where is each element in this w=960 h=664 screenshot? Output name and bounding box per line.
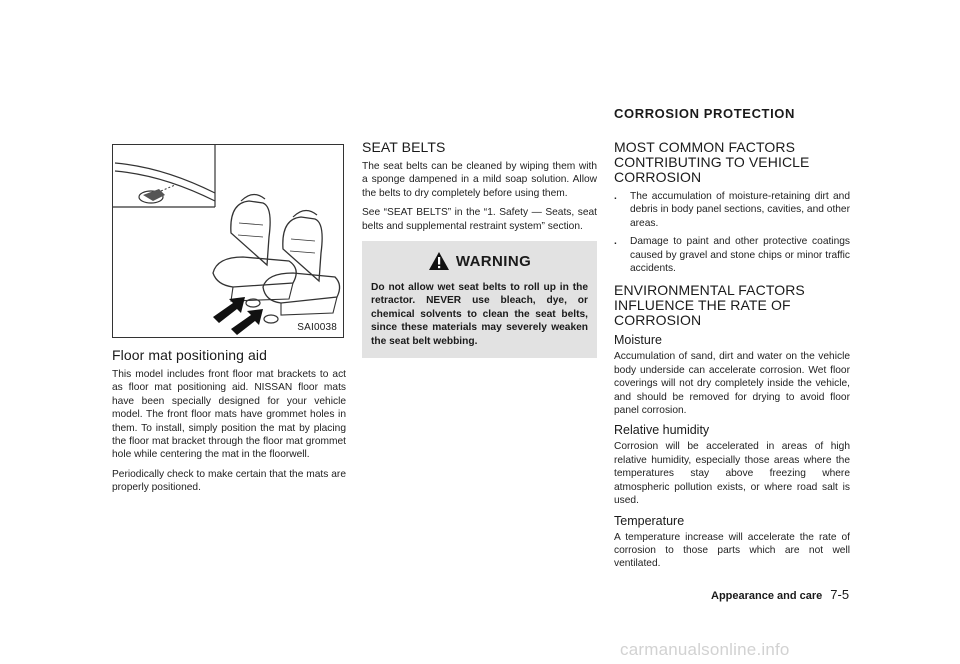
moisture-heading: Moisture xyxy=(614,333,662,348)
seat-belts-paragraph: See “SEAT BELTS” in the “1. Safety — Seats, seat belts and supplemental restraint system” section. xyxy=(362,207,597,232)
seats-diagram xyxy=(113,145,345,339)
floor-mat-illustration xyxy=(112,144,344,338)
floor-mat-paragraph: Periodically check to make certain that the mats are properly positioned. xyxy=(112,468,346,494)
temperature-heading: Temperature xyxy=(614,513,685,528)
bullet-mark: . xyxy=(614,191,617,202)
moisture-text: Accumulation of sand, dirt and water on the vehicle body underside can accelerate corrosion. Wet floor coverings will not dry completely inside the vehicle, and should be removed for drying to avoid floor panel corrosion. xyxy=(614,351,850,417)
warning-text: Do not allow wet seat belts to roll up in the retractor. NEVER use bleach, dye, or chemical solvents to clean the seat belts, since these materials may severely weaken the seat belt webbing. xyxy=(371,282,588,347)
watermark: carmanualsonline.info xyxy=(620,640,790,659)
seat-belts-heading: SEAT BELTS xyxy=(362,139,446,155)
list-item: . The accumulation of moisture-retaining dirt and debris in body panel sections, cavities, and other areas. xyxy=(614,191,850,229)
chapter-title: Appearance and care xyxy=(711,590,823,602)
figure-code: SAI0038 xyxy=(297,322,337,333)
humidity-text: Corrosion will be accelerated in areas of high relative humidity, especially those areas where the temperatures stay above freezing where atmospheric pollution exists, or where road salt is used. xyxy=(614,441,850,507)
page-number: 7-5 xyxy=(830,587,850,602)
section-title: CORROSION PROTECTION xyxy=(614,106,796,121)
warning-triangle-icon xyxy=(428,251,450,271)
warning-header xyxy=(371,249,588,281)
factors-heading: MOST COMMON FACTORS CONTRIBUTING TO VEHICLE CORROSION xyxy=(614,139,810,185)
seat-belts-paragraph: The seat belts can be cleaned by wiping them with a sponge dampened in a mild soap solution. Allow the belts to dry completely before using them. xyxy=(362,161,597,199)
page-footer xyxy=(711,587,849,602)
column-left xyxy=(112,144,346,501)
list-item: . Damage to paint and other protective coatings caused by gravel and stone chips or minor traffic accidents. xyxy=(614,236,850,275)
environment-heading: ENVIRONMENTAL FACTORS INFLUENCE THE RATE OF CORROSION xyxy=(614,282,805,329)
warning-box xyxy=(362,241,597,358)
humidity-heading: Relative humidity xyxy=(614,423,710,438)
warning-title: WARNING xyxy=(455,252,532,270)
floor-mat-heading: Floor mat positioning aid xyxy=(112,347,268,363)
bullet-mark: . xyxy=(614,236,617,248)
column-middle xyxy=(362,140,597,358)
factors-list xyxy=(614,190,850,275)
column-right xyxy=(614,140,850,577)
floor-mat-paragraph: This model includes front floor mat brackets to act as floor mat positioning aid. NISSAN floor mats have been specially designed for your vehicle model. The front floor mats have grommet holes in them. To install, simply position the mat by placing the floor mat bracket through the floor mat grommet hole while centering the mat in the floorwell. xyxy=(112,369,346,461)
temperature-text: A temperature increase will accelerate the rate of corrosion to those parts which are not well ventilated. xyxy=(614,531,850,570)
